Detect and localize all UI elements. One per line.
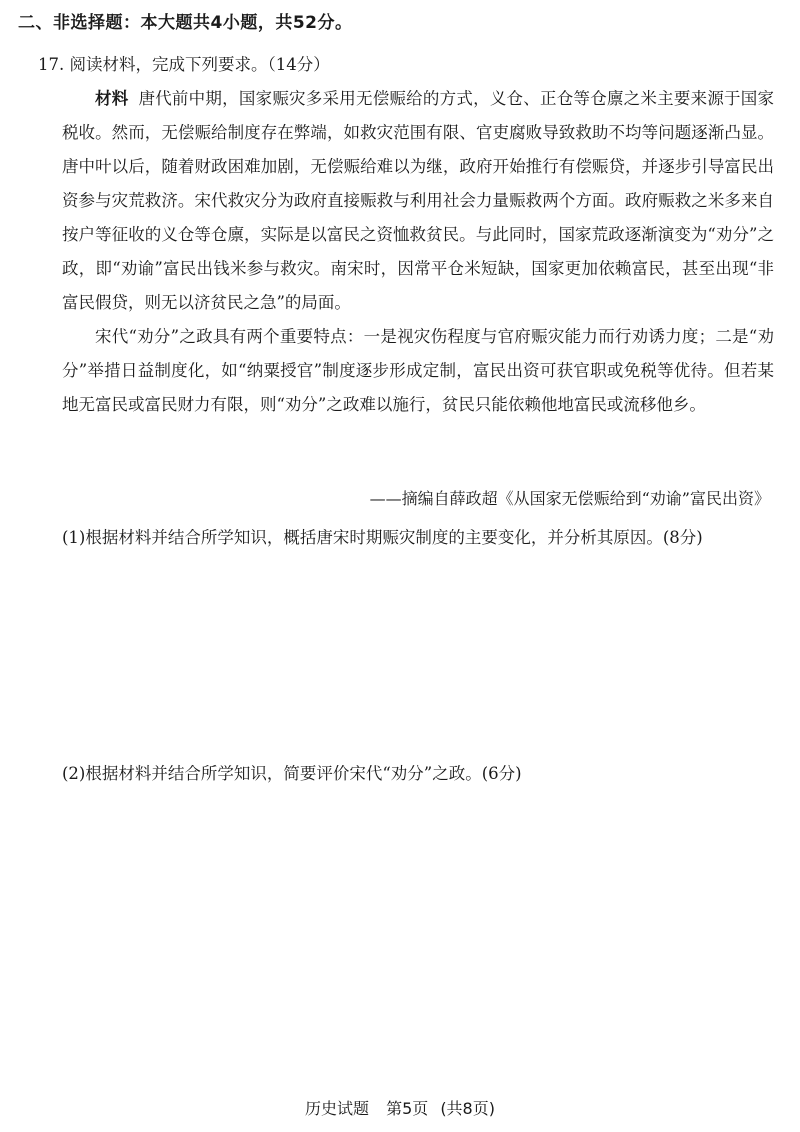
section-heading: 二、非选择题：本大题共4小题，共52分。 (18, 13, 353, 33)
footer-subject: 历史试题 (305, 1099, 370, 1118)
material-label: 材料 (95, 89, 129, 108)
sub-question-1: (1)根据材料并结合所学知识，概括唐宋时期赈灾制度的主要变化，并分析其原因。(8分) (62, 528, 703, 547)
question-stem: 17. 阅读材料，完成下列要求。（14分） (38, 55, 330, 74)
material-paragraph-1 (62, 82, 774, 320)
page-footer (0, 1096, 800, 1119)
footer-page-number: 第5页 (386, 1099, 429, 1118)
sub-question-2: (2)根据材料并结合所学知识，简要评价宋代“劝分”之政。(6分) (62, 764, 522, 783)
material-block (62, 82, 774, 422)
answer-area-2[interactable] (62, 792, 772, 1092)
answer-area-1[interactable] (62, 556, 772, 746)
material-paragraph-2: 宋代“劝分”之政具有两个重要特点：一是视灾伤程度与官府赈灾能力而行劝诱力度；二是“劝分”举措日益制度化，如“纳粟授官”制度逐步形成定制，富民出资可获官职或免税等优待。但若某地无富民或富民财力有限，则“劝分”之政难以施行，贫民只能依赖他地富民或流移他乡。 (62, 327, 774, 414)
material-text-1: 唐代前中期，国家赈灾多采用无偿赈给的方式，义仓、正仓等仓廪之米主要来源于国家税收。然而，无偿赈给制度存在弊端，如救灾范围有限、官吏腐败导致救助不均等问题逐渐凸显。唐中叶以后，随着财政困难加剧，无偿赈给难以为继，政府开始推行有偿赈贷，并逐步引导富民出资参与灾荒救济。宋代救灾分为政府直接赈救与利用社会力量赈救两个方面。政府赈救之米多来自按户等征收的义仓等仓廪，实际是以富民之资恤救贫民。与此同时，国家荒政逐渐演变为“劝分”之政，即“劝谕”富民出钱米参与救灾。南宋时，因常平仓米短缺，国家更加依赖富民，甚至出现“非富民假贷，则无以济贫民之急”的局面。 (62, 89, 775, 312)
material-source: ——摘编自薛政超《从国家无偿赈给到“劝谕”富民出资》 (369, 489, 770, 508)
footer-total-pages: (共8页) (440, 1099, 495, 1118)
